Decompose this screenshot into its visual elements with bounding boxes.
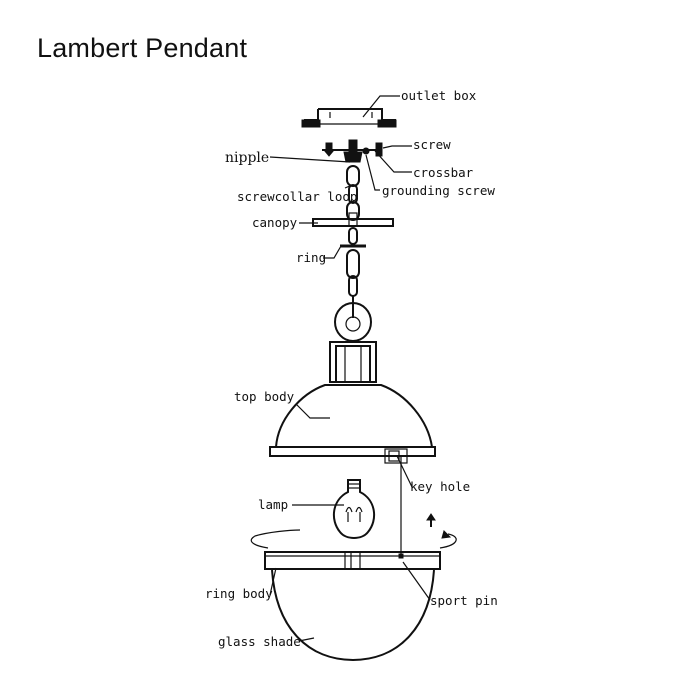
diagram-title: Lambert Pendant [37, 33, 248, 63]
label-glass-shade: glass shade [218, 634, 301, 649]
label-nipple: nipple [225, 150, 270, 166]
leader-lines [270, 96, 430, 641]
lamp-bulb [334, 480, 374, 538]
label-key-hole: key hole [410, 479, 471, 494]
rotation-arrows [251, 514, 456, 548]
pin-guide [399, 456, 403, 558]
label-canopy: canopy [252, 215, 298, 230]
outlet-box [302, 109, 396, 127]
label-outlet-box: outlet box [401, 88, 477, 103]
label-crossbar: crossbar [413, 165, 474, 180]
label-grounding-screw: grounding screw [382, 183, 495, 198]
label-top-body: top body [234, 389, 295, 404]
label-sport-pin: sport pin [430, 593, 498, 608]
label-screwcollar-loop: screwcollar loop [237, 189, 358, 204]
ring-body [265, 552, 440, 569]
label-ring-body: ring body [205, 586, 273, 601]
label-ring: ring [296, 250, 327, 265]
label-lamp: lamp [258, 497, 289, 512]
canopy [313, 213, 393, 226]
top-body [270, 385, 435, 463]
crossbar-assembly [322, 140, 382, 162]
label-screw: screw [413, 137, 451, 152]
socket-housing [325, 342, 381, 385]
